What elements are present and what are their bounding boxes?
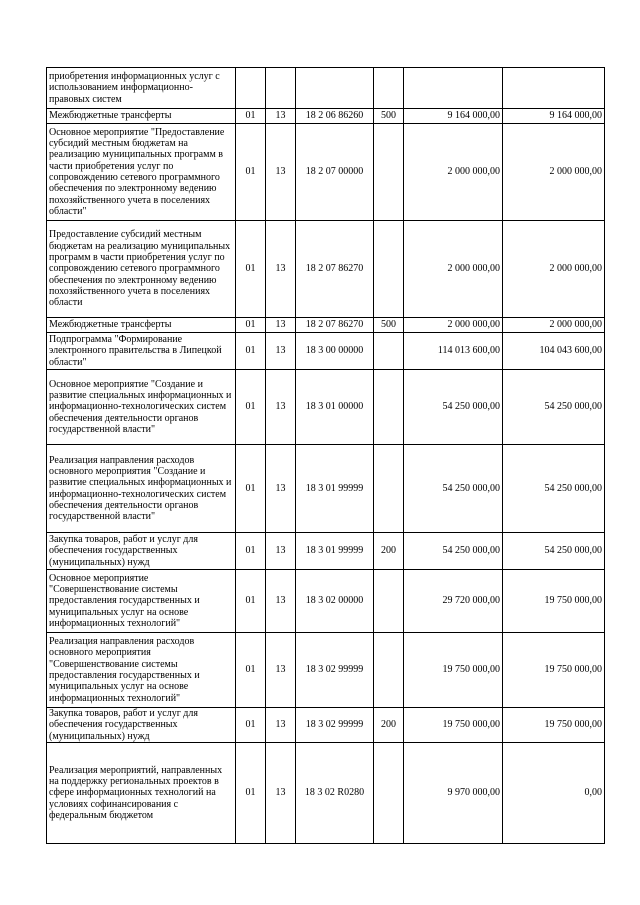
row-name: Межбюджетные трансферты xyxy=(47,109,236,124)
budget-table xyxy=(46,67,605,844)
row-amount-1: 2 000 000,00 xyxy=(404,318,503,333)
row-name: Основное мероприятие "Совершенствование системы предоставления государственных и муниципальных услуг на основе информационных технологий" xyxy=(47,570,236,633)
row-amount-1: 9 970 000,00 xyxy=(404,742,503,843)
table-row xyxy=(47,742,605,843)
document-page xyxy=(46,67,604,844)
row-name: Основное мероприятие "Предоставление субсидий местным бюджетам на реализацию муниципальных программ в части приобретения услуг по сопровождению сетевого программного обеспечения по электронному ведению похозяйственного учета в поселениях области" xyxy=(47,124,236,221)
row-target-code: 18 3 01 99999 xyxy=(296,533,374,570)
row-amount-1: 29 720 000,00 xyxy=(404,570,503,633)
row-subsection: 13 xyxy=(266,124,296,221)
row-section: 01 xyxy=(236,221,266,318)
row-subsection: 13 xyxy=(266,633,296,708)
row-amount-2: 2 000 000,00 xyxy=(503,318,605,333)
row-subsection: 13 xyxy=(266,570,296,633)
row-section xyxy=(236,68,266,109)
row-name: Реализация направления расходов основного мероприятия "Совершенствование системы предоставления государственных и муниципальных услуг на основе информационных технологий" xyxy=(47,633,236,708)
row-name: Подпрограмма "Формирование электронного правительства в Липецкой области" xyxy=(47,333,236,370)
row-expense-type xyxy=(374,570,404,633)
row-amount-1: 114 013 600,00 xyxy=(404,333,503,370)
table-row xyxy=(47,124,605,221)
row-subsection: 13 xyxy=(266,318,296,333)
row-name: Реализация направления расходов основного мероприятия "Создание и развитие специальных информационных и информационно-технологических систем обеспечения деятельности органов государственной власти" xyxy=(47,445,236,533)
row-subsection: 13 xyxy=(266,533,296,570)
table-row xyxy=(47,570,605,633)
row-name: Межбюджетные трансферты xyxy=(47,318,236,333)
table-row xyxy=(47,633,605,708)
row-name: Предоставление субсидий местным бюджетам на реализацию муниципальных программ в части приобретения услуг по сопровождению сетевого программного обеспечения по электронному ведению похозяйственного учета в поселениях области xyxy=(47,221,236,318)
row-amount-2: 104 043 600,00 xyxy=(503,333,605,370)
row-subsection xyxy=(266,68,296,109)
table-row xyxy=(47,221,605,318)
row-name: Закупка товаров, работ и услуг для обеспечения государственных (муниципальных) нужд xyxy=(47,533,236,570)
row-amount-1 xyxy=(404,68,503,109)
row-section: 01 xyxy=(236,633,266,708)
row-target-code: 18 3 00 00000 xyxy=(296,333,374,370)
row-expense-type xyxy=(374,124,404,221)
row-expense-type: 200 xyxy=(374,708,404,743)
row-target-code: 18 3 01 99999 xyxy=(296,445,374,533)
row-subsection: 13 xyxy=(266,708,296,743)
row-expense-type xyxy=(374,68,404,109)
row-amount-1: 2 000 000,00 xyxy=(404,124,503,221)
row-section: 01 xyxy=(236,109,266,124)
table-row xyxy=(47,333,605,370)
row-subsection: 13 xyxy=(266,221,296,318)
row-name: Основное мероприятие "Создание и развитие специальных информационных и информационно-технологических систем обеспечения деятельности органов государственной власти" xyxy=(47,370,236,445)
row-expense-type: 200 xyxy=(374,533,404,570)
row-name: приобретения информационных услуг с использованием информационно-правовых систем xyxy=(47,68,236,109)
row-section: 01 xyxy=(236,370,266,445)
row-section: 01 xyxy=(236,708,266,743)
row-target-code: 18 2 06 86260 xyxy=(296,109,374,124)
row-amount-2: 0,00 xyxy=(503,742,605,843)
row-amount-1: 54 250 000,00 xyxy=(404,533,503,570)
row-target-code: 18 3 02 99999 xyxy=(296,633,374,708)
row-expense-type xyxy=(374,333,404,370)
row-subsection: 13 xyxy=(266,333,296,370)
row-amount-1: 54 250 000,00 xyxy=(404,445,503,533)
row-target-code: 18 2 07 00000 xyxy=(296,124,374,221)
row-amount-1: 9 164 000,00 xyxy=(404,109,503,124)
row-section: 01 xyxy=(236,533,266,570)
row-amount-2: 2 000 000,00 xyxy=(503,221,605,318)
row-target-code xyxy=(296,68,374,109)
row-amount-2: 54 250 000,00 xyxy=(503,533,605,570)
row-section: 01 xyxy=(236,445,266,533)
row-expense-type xyxy=(374,445,404,533)
row-target-code: 18 2 07 86270 xyxy=(296,221,374,318)
row-target-code: 18 3 02 00000 xyxy=(296,570,374,633)
row-amount-2: 2 000 000,00 xyxy=(503,124,605,221)
table-row xyxy=(47,109,605,124)
row-amount-2: 54 250 000,00 xyxy=(503,445,605,533)
row-name: Закупка товаров, работ и услуг для обеспечения государственных (муниципальных) нужд xyxy=(47,708,236,743)
table-row xyxy=(47,68,605,109)
row-target-code: 18 3 02 R0280 xyxy=(296,742,374,843)
table-body xyxy=(47,68,605,844)
row-amount-2: 9 164 000,00 xyxy=(503,109,605,124)
row-section: 01 xyxy=(236,570,266,633)
row-subsection: 13 xyxy=(266,742,296,843)
table-row xyxy=(47,370,605,445)
row-expense-type xyxy=(374,633,404,708)
table-row xyxy=(47,708,605,743)
row-section: 01 xyxy=(236,333,266,370)
row-name: Реализация мероприятий, направленных на поддержку региональных проектов в сфере информационных технологий на условиях софинансирования с федеральным бюджетом xyxy=(47,742,236,843)
row-expense-type xyxy=(374,742,404,843)
row-section: 01 xyxy=(236,124,266,221)
row-amount-2: 19 750 000,00 xyxy=(503,708,605,743)
row-target-code: 18 3 02 99999 xyxy=(296,708,374,743)
row-amount-1: 2 000 000,00 xyxy=(404,221,503,318)
row-target-code: 18 3 01 00000 xyxy=(296,370,374,445)
row-amount-1: 19 750 000,00 xyxy=(404,708,503,743)
table-row xyxy=(47,445,605,533)
row-subsection: 13 xyxy=(266,445,296,533)
row-amount-2: 54 250 000,00 xyxy=(503,370,605,445)
row-amount-2 xyxy=(503,68,605,109)
row-target-code: 18 2 07 86270 xyxy=(296,318,374,333)
row-amount-1: 54 250 000,00 xyxy=(404,370,503,445)
row-amount-2: 19 750 000,00 xyxy=(503,570,605,633)
row-expense-type: 500 xyxy=(374,109,404,124)
row-amount-1: 19 750 000,00 xyxy=(404,633,503,708)
table-row xyxy=(47,533,605,570)
row-amount-2: 19 750 000,00 xyxy=(503,633,605,708)
table-row xyxy=(47,318,605,333)
row-expense-type: 500 xyxy=(374,318,404,333)
row-section: 01 xyxy=(236,742,266,843)
row-section: 01 xyxy=(236,318,266,333)
row-subsection: 13 xyxy=(266,370,296,445)
row-expense-type xyxy=(374,370,404,445)
row-subsection: 13 xyxy=(266,109,296,124)
row-expense-type xyxy=(374,221,404,318)
